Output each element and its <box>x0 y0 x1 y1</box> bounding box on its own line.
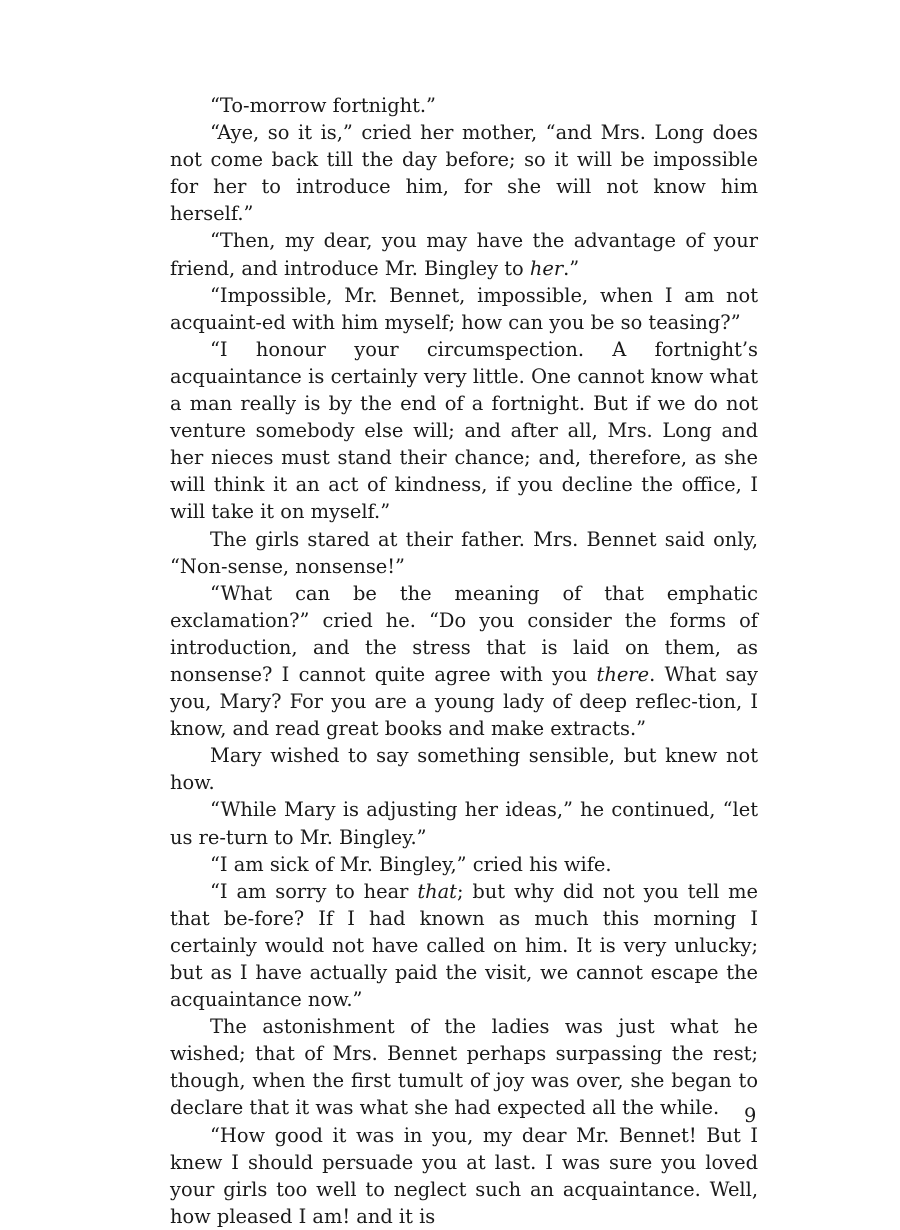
paragraph <box>170 1013 758 1121</box>
text-run: . What say you, Mary? For you are a young lady of deep reflec-tion, I know, and read great books and make extracts.” <box>170 662 758 741</box>
italic-run: there <box>596 662 650 686</box>
paragraph <box>170 878 758 1013</box>
paragraph <box>170 1122 758 1230</box>
text-run: “Impossible, Mr. Bennet, impossible, when I am not acquaint-ed with him myself; how can you be so teasing?” <box>170 283 758 334</box>
paragraph <box>170 119 758 227</box>
text-run: “While Mary is adjusting her ideas,” he continued, “let us re-turn to Mr. Bingley.” <box>170 798 758 849</box>
text-run: The astonishment of the ladies was just what he wished; that of Mrs. Bennet perhaps surpassing the rest; though, when the first tumult of joy was over, she began to declare that it was what she had expected all the while. <box>170 1015 758 1120</box>
text-run: “I honour your circumspection. A fortnight’s acquaintance is certainly very little. One cannot know what a man really is by the end of a fortnight. But if we do not venture somebody else will; and after all, Mrs. Long and her nieces must stand their chance; and, therefore, as she will think it an act of kindness, if you decline the office, I will take it on myself.” <box>170 337 758 524</box>
text-run: “Aye, so it is,” cried her mother, “and Mrs. Long does not come back till the day before; so it will be impossible for her to introduce him, for she will not know him herself.” <box>170 121 758 226</box>
paragraph <box>170 92 758 119</box>
text-run: .” <box>563 256 580 280</box>
text-run: The girls stared at their father. Mrs. Bennet said only, “Non-sense, nonsense!” <box>170 527 758 578</box>
italic-run: that <box>417 879 457 903</box>
paragraph <box>170 851 758 878</box>
paragraph <box>170 336 758 526</box>
paragraph <box>170 526 758 580</box>
text-run: “I am sick of Mr. Bingley,” cried his wife. <box>210 852 612 876</box>
paragraph <box>170 227 758 281</box>
body-text <box>170 92 758 1230</box>
italic-run: her <box>529 256 564 280</box>
text-run: ; but why did not you tell me that be-fore? If I had known as much this morning I certainly would not have called on him. It is very unlucky; but as I have actually paid the visit, we cannot escape the acquaintance now.” <box>170 879 759 1012</box>
text-run: “I am sorry to hear <box>210 879 418 903</box>
paragraph <box>170 580 758 743</box>
paragraph <box>170 742 758 796</box>
page-number: 9 <box>744 1104 757 1127</box>
text-run: “Then, my dear, you may have the advantage of your friend, and introduce Mr. Bingley to <box>170 229 758 280</box>
text-run: Mary wished to say something sensible, but knew not how. <box>170 744 758 795</box>
text-run: “What can be the meaning of that emphatic exclamation?” cried he. “Do you consider the forms of introduction, and the stress that is laid on them, as nonsense? I cannot quite agree with you <box>170 581 758 686</box>
paragraph <box>170 796 758 850</box>
paragraph <box>170 282 758 336</box>
text-run: “To-morrow fortnight.” <box>210 94 436 117</box>
text-run: “How good it was in you, my dear Mr. Bennet! But I knew I should persuade you at last. I was sure you loved your girls too well to neglect such an acquaintance. Well, how pleased I am! and it is <box>170 1123 758 1228</box>
